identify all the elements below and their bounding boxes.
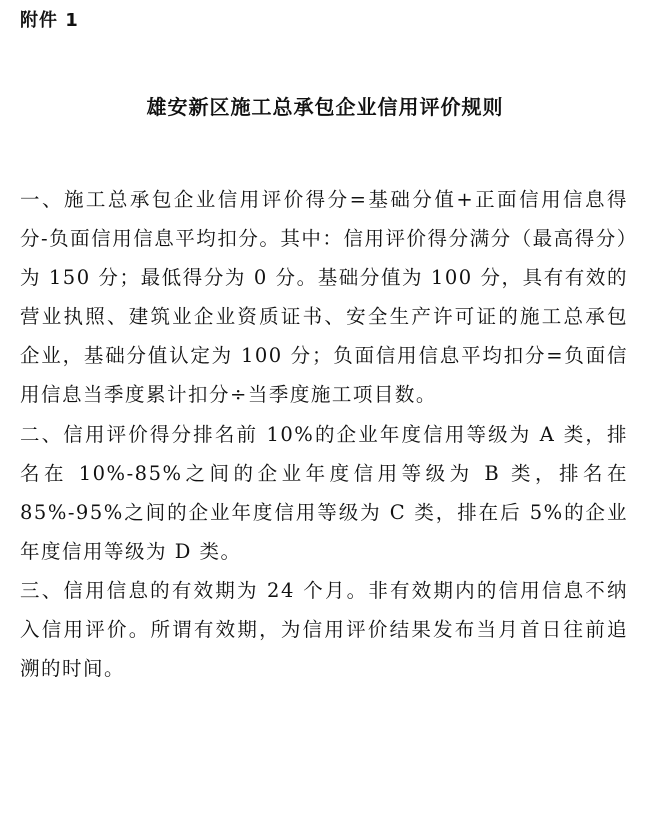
document-body xyxy=(20,180,628,688)
document-title: 雄安新区施工总承包企业信用评价规则 xyxy=(146,95,504,119)
paragraph-credit-grade: 二、信用评价得分排名前 10%的企业年度信用等级为 A 类，排名在 10%-85%之间的企业年度信用等级为 B 类，排名在 85%-95%之间的企业年度信用等级为 C 类，排在后 5%的企业年度信用等级为 D 类。 xyxy=(20,422,628,563)
paragraph-scoring-rule: 一、施工总承包企业信用评价得分=基础分值+正面信用信息得分-负面信用信息平均扣分。其中：信用评价得分满分（最高得分）为 150 分；最低得分为 0 分。基础分值为 100 分，具有有效的营业执照、建筑业企业资质证书、安全生产许可证的施工总承包企业，基础分值认定为 100 分；负面信用信息平均扣分=负面信用信息当季度累计扣分÷当季度施工项目数。 xyxy=(20,188,628,407)
paragraph-validity-period: 三、信用信息的有效期为 24 个月。非有效期内的信用信息不纳入信用评价。所谓有效期，为信用评价结果发布当月首日往前追溯的时间。 xyxy=(20,578,628,681)
attachment-label: 附件 1 xyxy=(20,10,79,31)
